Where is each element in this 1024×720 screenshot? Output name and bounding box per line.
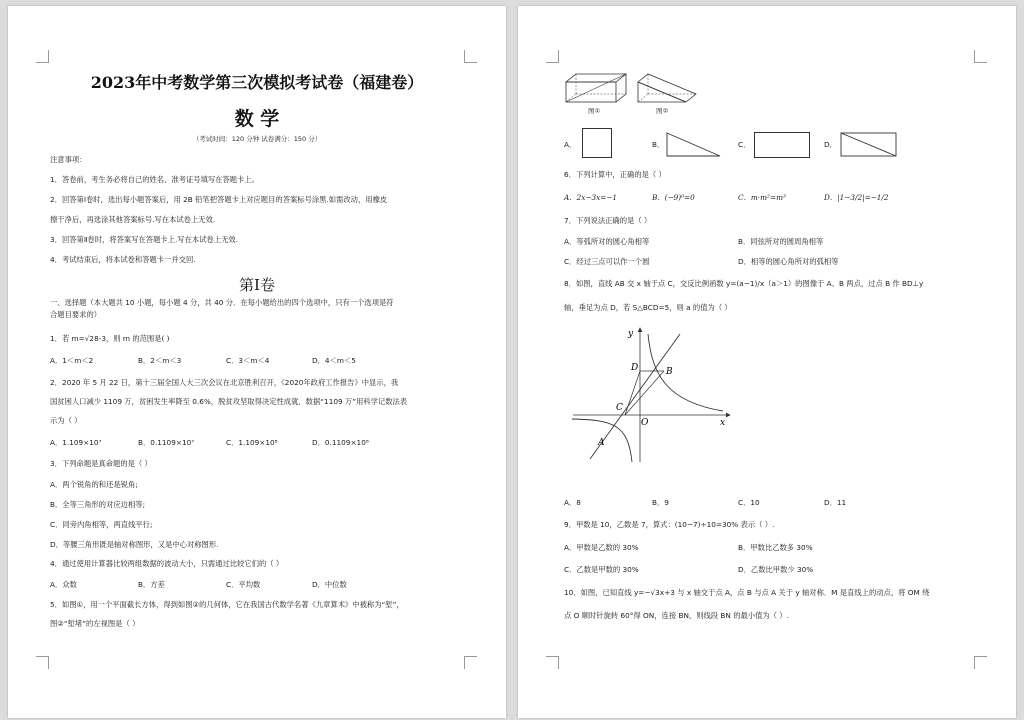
q4-option-a: A．众数 [50, 580, 77, 589]
crop-mark [974, 50, 987, 63]
question-4-stem: 4．通过使用计算器比较两组数据的波动大小，只需通过比较它们的（ ） [50, 559, 284, 568]
question-9-stem: 9．甲数是 10，乙数是 7，算式：(10−7)÷10=30% 表示（ ）. [564, 520, 775, 529]
crop-mark [464, 656, 477, 669]
q2-option-a: A．1.109×10⁷ [50, 438, 102, 447]
q6-option-d: D．|1−3/2|=−1/2 [824, 193, 889, 202]
question-2-line: 2．2020 年 5 月 22 日，第十三届全国人大三次会议在北京胜利召开，《2020年政府工作报告》中显示，我 [50, 378, 399, 387]
question-1-stem: 1．若 m=√28-3，则 m 的范围是( ) [50, 334, 170, 343]
q5-option-d-rect-diagonal [840, 132, 898, 158]
q8-option-a: A．8 [564, 498, 581, 507]
crop-mark [36, 50, 49, 63]
label-b: B [666, 367, 673, 377]
question-8-line: 轴，垂足为点 D，若 S△BCD=5，则 a 的值为（ ） [564, 303, 732, 312]
q8-option-c: C．10 [738, 498, 760, 507]
q7-option-b: B．同弦所对的圆周角相等 [738, 237, 824, 246]
q1-option-c: C．3＜m＜4 [226, 356, 270, 365]
crop-mark [464, 50, 477, 63]
question-5-line: 5．如图①，用一个平面截长方体，得到如图②的几何体，它在我国古代数学名著《九章算术》中被称为“堑”， [50, 600, 404, 609]
section-intro: 一、选择题（本大题共 10 小题，每小题 4 分，共 40 分．在每小题给出的四个选项中，只有一个选项是符 [50, 298, 394, 307]
notice-line: 3．回答第Ⅱ卷时，将答案写在答题卡上.写在本试卷上无效. [50, 235, 238, 244]
figure-1-label: 图① [588, 107, 601, 115]
notice-line: 2．回答第Ⅰ卷时，选出每小题答案后，用 2B 铅笔把答题卡上对应题目的答案标号涂黑.如需改动，用橡皮 [50, 195, 388, 204]
q9-option-d: D．乙数比甲数少 30% [738, 565, 814, 574]
crop-mark [974, 656, 987, 669]
q6-option-c: C．m·m²=m³ [738, 193, 786, 202]
q4-option-b: B．方差 [138, 580, 165, 589]
crop-mark [36, 656, 49, 669]
notice-line: 4．考试结束后，将本试卷和答题卡一并交回. [50, 255, 196, 264]
question-6-stem: 6．下列计算中，正确的是（ ） [564, 170, 666, 179]
q7-option-d: D．相等的圆心角所对的弧相等 [738, 257, 839, 266]
segment-cb [625, 371, 664, 415]
q7-option-a: A．等弧所对的圆心角相等 [564, 237, 650, 246]
notice-line: 1．答卷前，考生务必将自己的姓名、准考证号填写在答题卡上。 [50, 175, 259, 184]
q5-option-a-square [582, 128, 612, 158]
q3-option-d: D．等腰三角形既是轴对称图形，又是中心对称图形. [50, 540, 219, 549]
q6-option-a: A．2x−3x=−1 [564, 193, 618, 202]
q5-option-b: B． [652, 140, 665, 149]
notice-line: 擦干净后，再选涂其他答案标号.写在本试卷上无效. [50, 215, 216, 224]
exam-info: （考试时间：120 分钟 试卷满分：150 分） [192, 135, 322, 143]
hyperbola-branch-right [648, 334, 723, 411]
q5-option-a: A． [564, 140, 577, 149]
q1-option-a: A．1＜m＜2 [50, 356, 94, 365]
q3-option-c: C．同旁内角相等，两直线平行; [50, 520, 153, 529]
question-2-line: 国贫困人口减少 1109 万，贫困发生率降至 0.6%，脱贫攻坚取得决定性成就．数据“1109 万”用科学记数法表 [50, 397, 408, 406]
q5-option-b-triangle [666, 132, 722, 158]
q5-option-c: C． [738, 140, 751, 149]
q2-option-b: B．0.1109×10⁷ [138, 438, 195, 447]
q2-option-c: C．1.109×10⁸ [226, 438, 278, 447]
notice-heading: 注意事项： [50, 155, 87, 164]
figure-2-wedge [636, 72, 706, 112]
question-10-line: 点 O 顺时针旋转 60°得 ON，连接 BN，则线段 BN 的最小值为（ ）. [564, 611, 789, 620]
figure-2-label: 图② [656, 107, 669, 115]
q2-option-d: D．0.1109×10⁸ [312, 438, 369, 447]
label-d: D [631, 363, 639, 373]
q8-option-d: D．11 [824, 498, 847, 507]
crop-mark [546, 50, 559, 63]
q4-option-c: C．平均数 [226, 580, 261, 589]
q9-option-a: A．甲数是乙数的 30% [564, 543, 639, 552]
q5-option-d: D． [824, 140, 837, 149]
exam-page-left [8, 6, 506, 718]
q8-graph [568, 324, 738, 466]
q6-option-b: B．(−9)⁰=0 [652, 193, 695, 202]
label-y: y [628, 329, 634, 339]
q5-option-c-rectangle [754, 132, 810, 158]
question-10-line: 10．如图，已知直线 y=−√3x+3 与 x 轴交于点 A，点 B 与点 A 关于 y 轴对称．M 是直线上的动点，将 OM 绕 [564, 588, 930, 597]
exam-page-right [518, 6, 1016, 718]
q1-option-d: D．4＜m＜5 [312, 356, 356, 365]
question-8-line: 8．如图，直线 AB 交 x 轴于点 C，交反比例函数 y=(a−1)/x（a＞1）的图像于 A、B 两点，过点 B 作 BD⊥y [564, 279, 924, 288]
label-a: A [598, 438, 605, 448]
q7-option-c: C．经过三点可以作一个圆 [564, 257, 650, 266]
question-5-line: 图②“堑堵”的左视图是（ ） [50, 619, 140, 628]
q4-option-d: D．中位数 [312, 580, 347, 589]
question-2-line: 示为（ ） [50, 416, 82, 425]
subject-title: 数 学 [234, 108, 280, 130]
section-intro: 合题目要求的） [50, 310, 102, 319]
q3-option-a: A．两个锐角的和还是锐角; [50, 480, 138, 489]
q9-option-b: B．甲数比乙数多 30% [738, 543, 813, 552]
q1-option-b: B．2＜m＜3 [138, 356, 182, 365]
exam-title: 2023年中考数学第三次模拟考试卷（福建卷） [90, 73, 424, 92]
question-3-stem: 3．下列命题是真命题的是（ ） [50, 459, 152, 468]
label-x: x [720, 418, 726, 428]
q3-option-b: B．全等三角形的对应边相等; [50, 500, 146, 509]
label-o: O [641, 418, 649, 428]
question-7-stem: 7．下列说法正确的是（ ） [564, 216, 652, 225]
q8-option-b: B．9 [652, 498, 669, 507]
label-c: C [616, 403, 623, 413]
section-title: 第Ⅰ卷 [239, 276, 275, 294]
q9-option-c: C．乙数是甲数的 30% [564, 565, 639, 574]
crop-mark [546, 656, 559, 669]
